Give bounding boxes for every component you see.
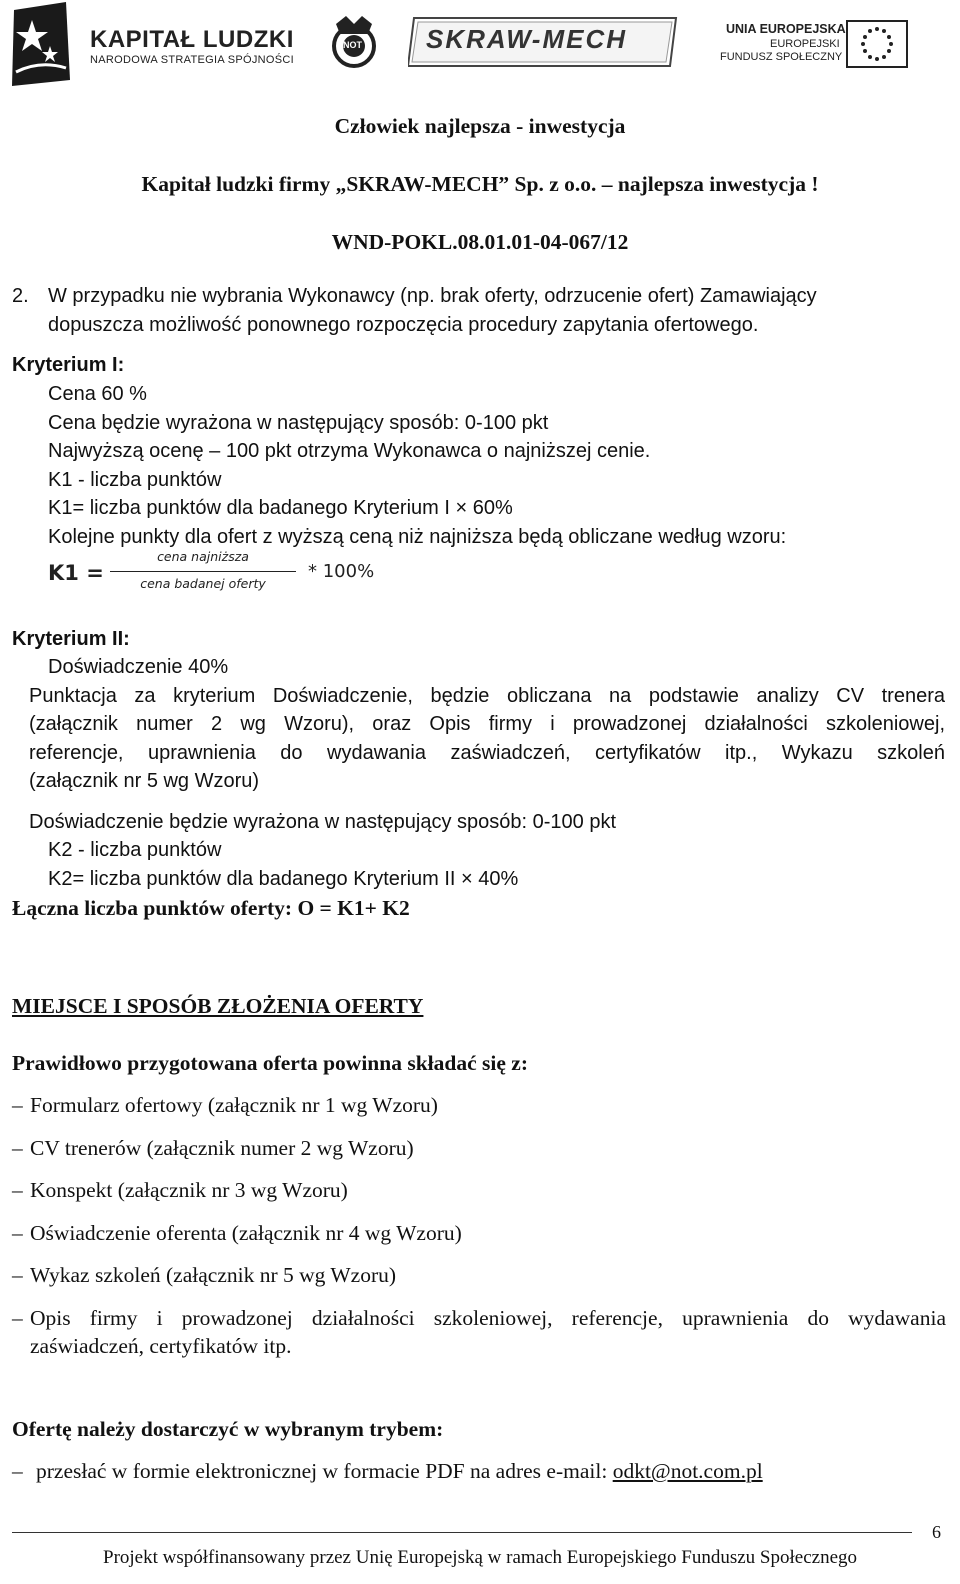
header-title-1: Człowiek najlepsza - inwestycja [334, 114, 626, 138]
kryterium2-para-line: referencje, uprawnienia do wydawania zaświadczeń, certyfikatów itp., Wykazu szkoleń [29, 742, 945, 764]
list-dash: – [12, 1178, 23, 1202]
delivery-heading: Ofertę należy dostarczyć w wybranym trybem: [12, 1417, 444, 1441]
list-item: Konspekt (załącznik nr 3 wg Wzoru) [30, 1178, 348, 1202]
kryterium1-heading: Kryterium I: [12, 354, 125, 376]
eu-line2: EUROPEJSKI [770, 38, 840, 50]
kapital-ludzki-subtitle: NARODOWA STRATEGIA SPÓJNOŚCI [90, 54, 294, 66]
formula-rhs: * 100% [308, 561, 375, 582]
kryterium2-sub: Doświadczenie 40% [48, 656, 229, 678]
kryterium2-line: Doświadczenie będzie wyrażona w następujący sposób: 0-100 pkt [29, 811, 617, 833]
item2-number: 2. [12, 285, 29, 307]
kryterium2-line: K2 - liczba punktów [48, 839, 222, 861]
list-item-continuation: zaświadczeń, certyfikatów itp. [30, 1334, 292, 1358]
kapital-ludzki-logo-icon [10, 2, 72, 86]
kryterium2-para-line: Punktacja za kryterium Doświadczenie, będzie obliczana na podstawie analizy CV trenera [29, 685, 945, 707]
kryterium2-para-line: (załącznik numer 2 wg Wzoru), oraz Opis firmy i prowadzonej działalności szkoleniowej, [29, 713, 945, 735]
list-item: Formularz ofertowy (załącznik nr 1 wg Wzoru) [30, 1093, 438, 1117]
kryterium1-line: Kolejne punkty dla ofert z wyższą ceną niż najniższa będą obliczane według wzoru: [48, 526, 787, 548]
kryterium1-line: Cena 60 % [48, 383, 147, 405]
list-dash: – [12, 1093, 23, 1117]
formula-fraction-bar [110, 571, 296, 572]
total-points: Łączna liczba punktów oferty: O = K1+ K2 [12, 896, 410, 920]
kryterium1-line: Najwyższą ocenę – 100 pkt otrzyma Wykonawca o najniższej cenie. [48, 440, 651, 462]
footer-divider [12, 1532, 912, 1533]
list-item: Oświadczenie oferenta (załącznik nr 4 wg Wzoru) [30, 1221, 462, 1245]
list-dash: – [12, 1136, 23, 1160]
kryterium2-para-line: (załącznik nr 5 wg Wzoru) [29, 770, 260, 792]
eu-line3: FUNDUSZ SPOŁECZNY [720, 51, 843, 63]
logo-bar [0, 0, 960, 95]
eu-flag-icon [846, 20, 908, 68]
section-subheading: Prawidłowo przygotowana oferta powinna składać się z: [12, 1051, 528, 1075]
item2-line1: W przypadku nie wybrania Wykonawcy (np. brak oferty, odrzucenie ofert) Zamawiający [48, 285, 817, 307]
section-heading: MIEJSCE I SPOSÓB ZŁOŻENIA OFERTY [12, 994, 424, 1018]
kapital-ludzki-title: KAPITAŁ LUDZKI [90, 26, 294, 53]
formula-lhs: K1 = [48, 561, 104, 585]
not-logo-label: NOT [343, 40, 362, 50]
header-reference: WND-POKL.08.01.01-04-067/12 [331, 230, 629, 254]
email-link[interactable]: odkt@not.com.pl [612, 1459, 763, 1483]
delivery-item [36, 1457, 763, 1485]
list-dash: – [12, 1263, 23, 1287]
list-dash: – [12, 1221, 23, 1245]
kryterium1-line: K1= liczba punktów dla badanego Kryterium I × 60% [48, 497, 513, 519]
formula-numerator: cena najniższa [157, 549, 249, 564]
header-title-2: Kapitał ludzki firmy „SKRAW-MECH” Sp. z o.o. – najlepsza inwestycja ! [141, 172, 819, 196]
delivery-text: przesłać w formie elektronicznej w formacie PDF na adres e-mail: [36, 1459, 613, 1483]
kryterium1-line: Cena będzie wyrażona w następujący sposób: 0-100 pkt [48, 412, 549, 434]
page-number: 6 [932, 1522, 941, 1542]
eu-line1: UNIA EUROPEJSKA [726, 22, 846, 36]
list-item: Wykaz szkoleń (załącznik nr 5 wg Wzoru) [30, 1263, 397, 1287]
kryterium2-heading: Kryterium II: [12, 628, 130, 650]
skraw-mech-label: SKRAW-MECH [426, 24, 628, 54]
item2-line2: dopuszcza możliwość ponownego rozpoczęcia procedury zapytania ofertowego. [48, 314, 759, 336]
list-dash: – [12, 1306, 23, 1330]
formula-denominator: cena badanej oferty [140, 576, 266, 591]
list-item: CV trenerów (załącznik numer 2 wg Wzoru) [30, 1136, 414, 1160]
kryterium2-line: K2= liczba punktów dla badanego Kryterium II × 40% [48, 868, 519, 890]
k1-formula [48, 549, 388, 601]
list-dash: – [12, 1459, 23, 1483]
list-item: Opis firmy i prowadzonej działalności szkoleniowej, referencje, uprawnienia do wydawania [30, 1306, 946, 1330]
kryterium1-line: K1 - liczba punktów [48, 469, 222, 491]
footer-text: Projekt współfinansowany przez Unię Europejską w ramach Europejskiego Funduszu Społecznego [103, 1547, 857, 1568]
